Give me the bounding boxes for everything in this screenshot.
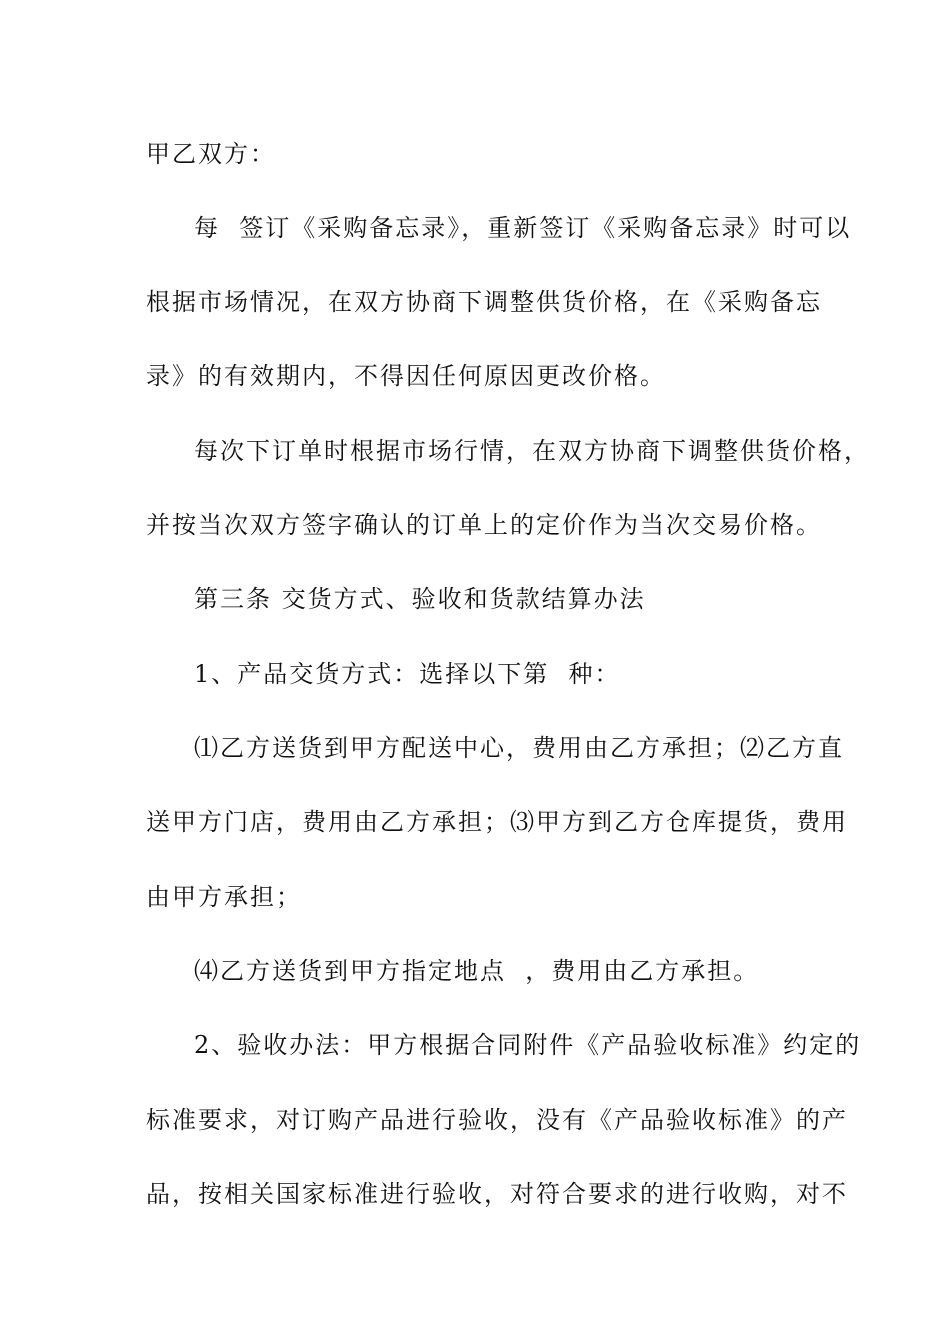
text-line-8: 1、产品交货方式：选择以下第 种： (194, 660, 621, 688)
text-line-13: 2、验收办法：甲方根据合同附件《产品验收标准》约定的 (194, 1031, 862, 1059)
text-line-10: 送甲方门店，费用由乙方承担；⑶甲方到乙方仓库提货，费用 (146, 808, 848, 836)
text-line-1: 甲乙双方： (146, 140, 276, 168)
text-line-14: 标准要求，对订购产品进行验收，没有《产品验收标准》的产 (146, 1106, 848, 1134)
text-line-12: ⑷乙方送货到甲方指定地点 ，费用由乙方承担。 (194, 957, 760, 985)
text-line-5: 每次下订单时根据市场行情，在双方协商下调整供货价格， (194, 437, 870, 465)
text-line-11: 由甲方承担； (146, 883, 302, 911)
text-line-15: 品，按相关国家标准进行验收，对符合要求的进行收购，对不 (146, 1180, 848, 1208)
text-line-9: ⑴乙方送货到甲方配送中心，费用由乙方承担；⑵乙方直 (194, 734, 844, 762)
text-line-6: 并按当次双方签字确认的订单上的定价作为当次交易价格。 (146, 511, 822, 539)
text-line-3: 根据市场情况，在双方协商下调整供货价格，在《采购备忘 (146, 288, 822, 316)
text-line-4: 录》的有效期内，不得因任何原因更改价格。 (146, 362, 666, 390)
text-line-7: 第三条 交货方式、验收和货款结算办法 (194, 585, 646, 613)
text-line-2: 每 签订《采购备忘录》，重新签订《采购备忘录》时可以 (194, 214, 852, 242)
